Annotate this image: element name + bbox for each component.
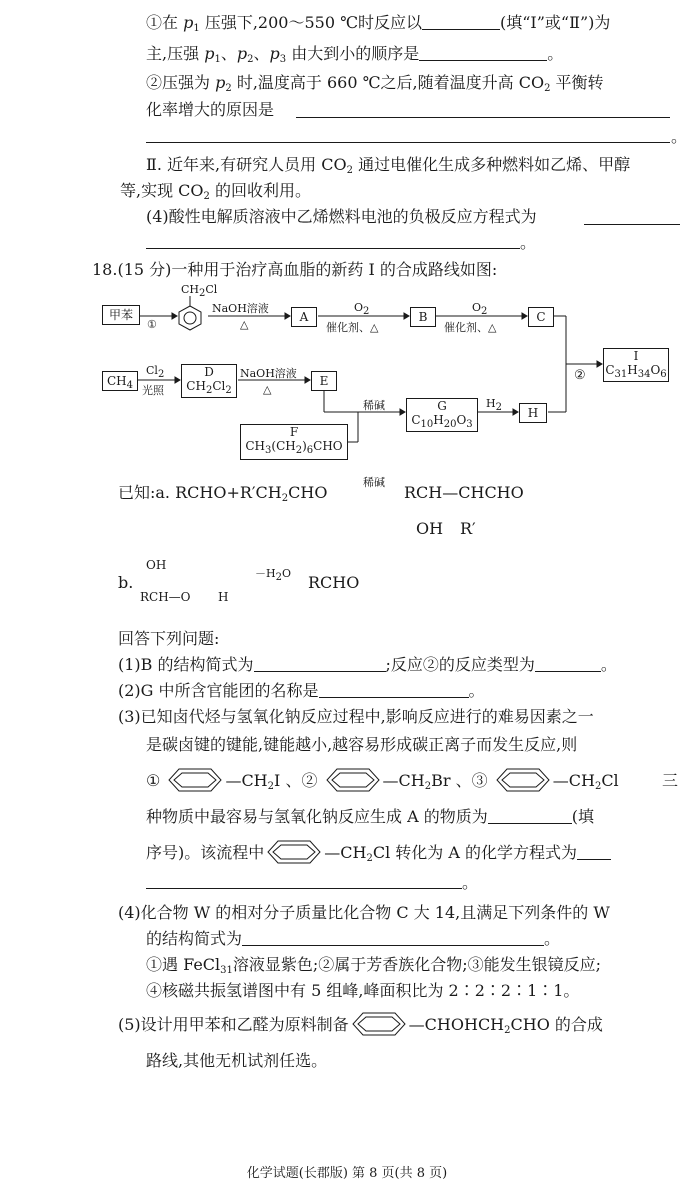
node-ch4: $CH_4$: [102, 371, 138, 391]
node-E: E: [311, 371, 337, 391]
answer-line[interactable]: [146, 888, 462, 889]
heat-label: △: [263, 383, 272, 396]
benzene-ring-icon: [165, 766, 225, 794]
r-label: R′: [460, 519, 476, 538]
sub-q4-line1: (4)化合物 W 的相对分子质量比化合物 C 大 14,且满足下列条件的 W: [118, 903, 610, 922]
q17-q4: (4)酸性电解质溶液中乙烯燃料电池的负极反应方程式为: [146, 207, 537, 226]
known-a-product: RCH—CHCHO: [404, 483, 524, 502]
q18-title: 18.(15 分)一种用于治疗高血脂的新药 I 的合成路线如图:: [92, 260, 498, 279]
sub-q2: (2)G 中所含官能团的名称是 。: [118, 681, 485, 700]
node-toluene: 甲苯: [102, 305, 140, 325]
q17-line-1: ①在 $p_1$ 压强下,200～550 ℃时反应以 (填“Ⅰ”或“Ⅱ”)为: [146, 13, 611, 34]
rch-o-label: RCH—O: [140, 590, 191, 604]
answer-blank[interactable]: [242, 929, 544, 946]
known-b-label: b.: [118, 573, 134, 592]
period: 。: [462, 873, 479, 892]
answer-blank[interactable]: [319, 681, 469, 698]
partII-line-2: 等,实现 $CO_2$ 的回收利用。: [120, 181, 312, 202]
node-C: C: [528, 307, 554, 327]
dilute-base-label: 稀碱: [363, 399, 385, 412]
node-H: H: [519, 403, 547, 423]
h-label: H: [218, 590, 229, 604]
known-a: 已知:a. $RCHO+R'CH_2CHO$: [118, 483, 328, 504]
q17-line-4: 化率增大的原因是: [146, 100, 275, 119]
period: 。: [520, 233, 537, 252]
sub-q4-line3: ①遇 FeCl$_{31}$溶液显紫色;②属于芳香族化合物;③能发生银镜反应;: [146, 955, 602, 976]
h2-label: H2: [486, 397, 502, 413]
three-label: 三: [662, 771, 679, 790]
sub-q5-line2: 路线,其他无机试剂任选。: [146, 1051, 328, 1070]
page-footer: 化学试题(长郡版) 第 8 页(共 8 页): [246, 1166, 448, 1181]
dilute-base-label: 稀碱: [363, 476, 385, 489]
benzene-ring-icon: [493, 766, 553, 794]
answer-blank[interactable]: [254, 655, 386, 672]
sub-q3-line1: (3)已知卤代烃与氢氧化钠反应过程中,影响反应进行的难易因素之一: [118, 707, 594, 726]
q17-line-3: ②压强为 $p_2$ 时,温度高于 660 ℃之后,随着温度升高 $CO_2$ 平衡转: [146, 73, 604, 94]
o2-label: O2: [472, 301, 488, 317]
benzene-ring-icon: [179, 306, 201, 330]
sub-q4-line4: ④核磁共振氢谱图中有 5 组峰,峰面积比为 2∶2∶2∶1∶1。: [146, 981, 580, 1000]
node-B: B: [410, 307, 436, 327]
sub-q1: (1)B 的结构简式为 ;反应②的反应类型为 。: [118, 655, 617, 674]
naoh-label: NaOH溶液: [240, 367, 297, 380]
o2-label: O2: [354, 301, 370, 317]
node-F: F $CH_3(CH_2)_6CHO$: [240, 424, 348, 460]
node-D: D $CH_2Cl_2$: [181, 364, 237, 398]
partII-line-1: Ⅱ. 近年来,有研究人员用 $CO_2$ 通过电催化生成多种燃料如乙烯、甲醇: [146, 155, 631, 176]
period: 。: [671, 127, 688, 146]
catalyst-label: 催化剂、△: [444, 321, 497, 334]
answer-blank[interactable]: [535, 655, 601, 672]
sub-q3-line5: 序号)。该流程中 $—CH_2Cl$ 转化为 A 的化学方程式为: [146, 838, 611, 874]
step-2-label: ②: [574, 368, 586, 383]
benzene-ring-icon: [264, 838, 324, 866]
benzene-ring-icon: [349, 1010, 409, 1038]
synthesis-route-diagram: [0, 0, 694, 470]
oh-label: OH: [146, 558, 167, 572]
oh-label: OH: [416, 519, 444, 538]
answer-blank[interactable]: [577, 843, 611, 860]
answer-blank[interactable]: [488, 807, 572, 824]
naoh-label: NaOH溶液: [212, 302, 269, 315]
heat-label: △: [240, 318, 249, 331]
sub-q3-line4: 种物质中最容易与氢氧化钠反应生成 A 的物质为 (填: [146, 807, 594, 826]
light-label: 光照: [142, 384, 164, 397]
minus-water-label: －H2O: [255, 567, 291, 583]
q17-line-2: 主,压强 $p_1$、$p_2$、$p_3$ 由大到小的顺序是 。: [146, 44, 564, 65]
catalyst-label: 催化剂、△: [326, 321, 379, 334]
known-b-product: RCHO: [308, 573, 360, 592]
cl2-label: Cl2: [146, 364, 165, 380]
sub-q3-compounds: ① $—CH_2I$ 、② $—CH_2Br$ 、③ $—CH_2Cl$: [146, 766, 619, 802]
ch2cl-label: CH2Cl: [181, 283, 218, 299]
sub-q5-line1: (5)设计用甲苯和乙醛为原料制备 $—CHOHCH_2CHO$ 的合成: [118, 1010, 603, 1046]
node-G: G $C_{10}H_{20}O_3$: [406, 398, 478, 432]
answer-heading: 回答下列问题:: [118, 629, 220, 648]
step-1-label: ①: [147, 318, 157, 331]
node-I: I $C_{31}H_{34}O_6$: [603, 348, 669, 382]
sub-q3-line2: 是碳卤键的键能,键能越小,越容易形成碳正离子而发生反应,则: [146, 735, 578, 754]
node-A: A: [291, 307, 317, 327]
sub-q4-line2: 的结构简式为 。: [146, 929, 561, 948]
benzene-ring-icon: [323, 766, 383, 794]
